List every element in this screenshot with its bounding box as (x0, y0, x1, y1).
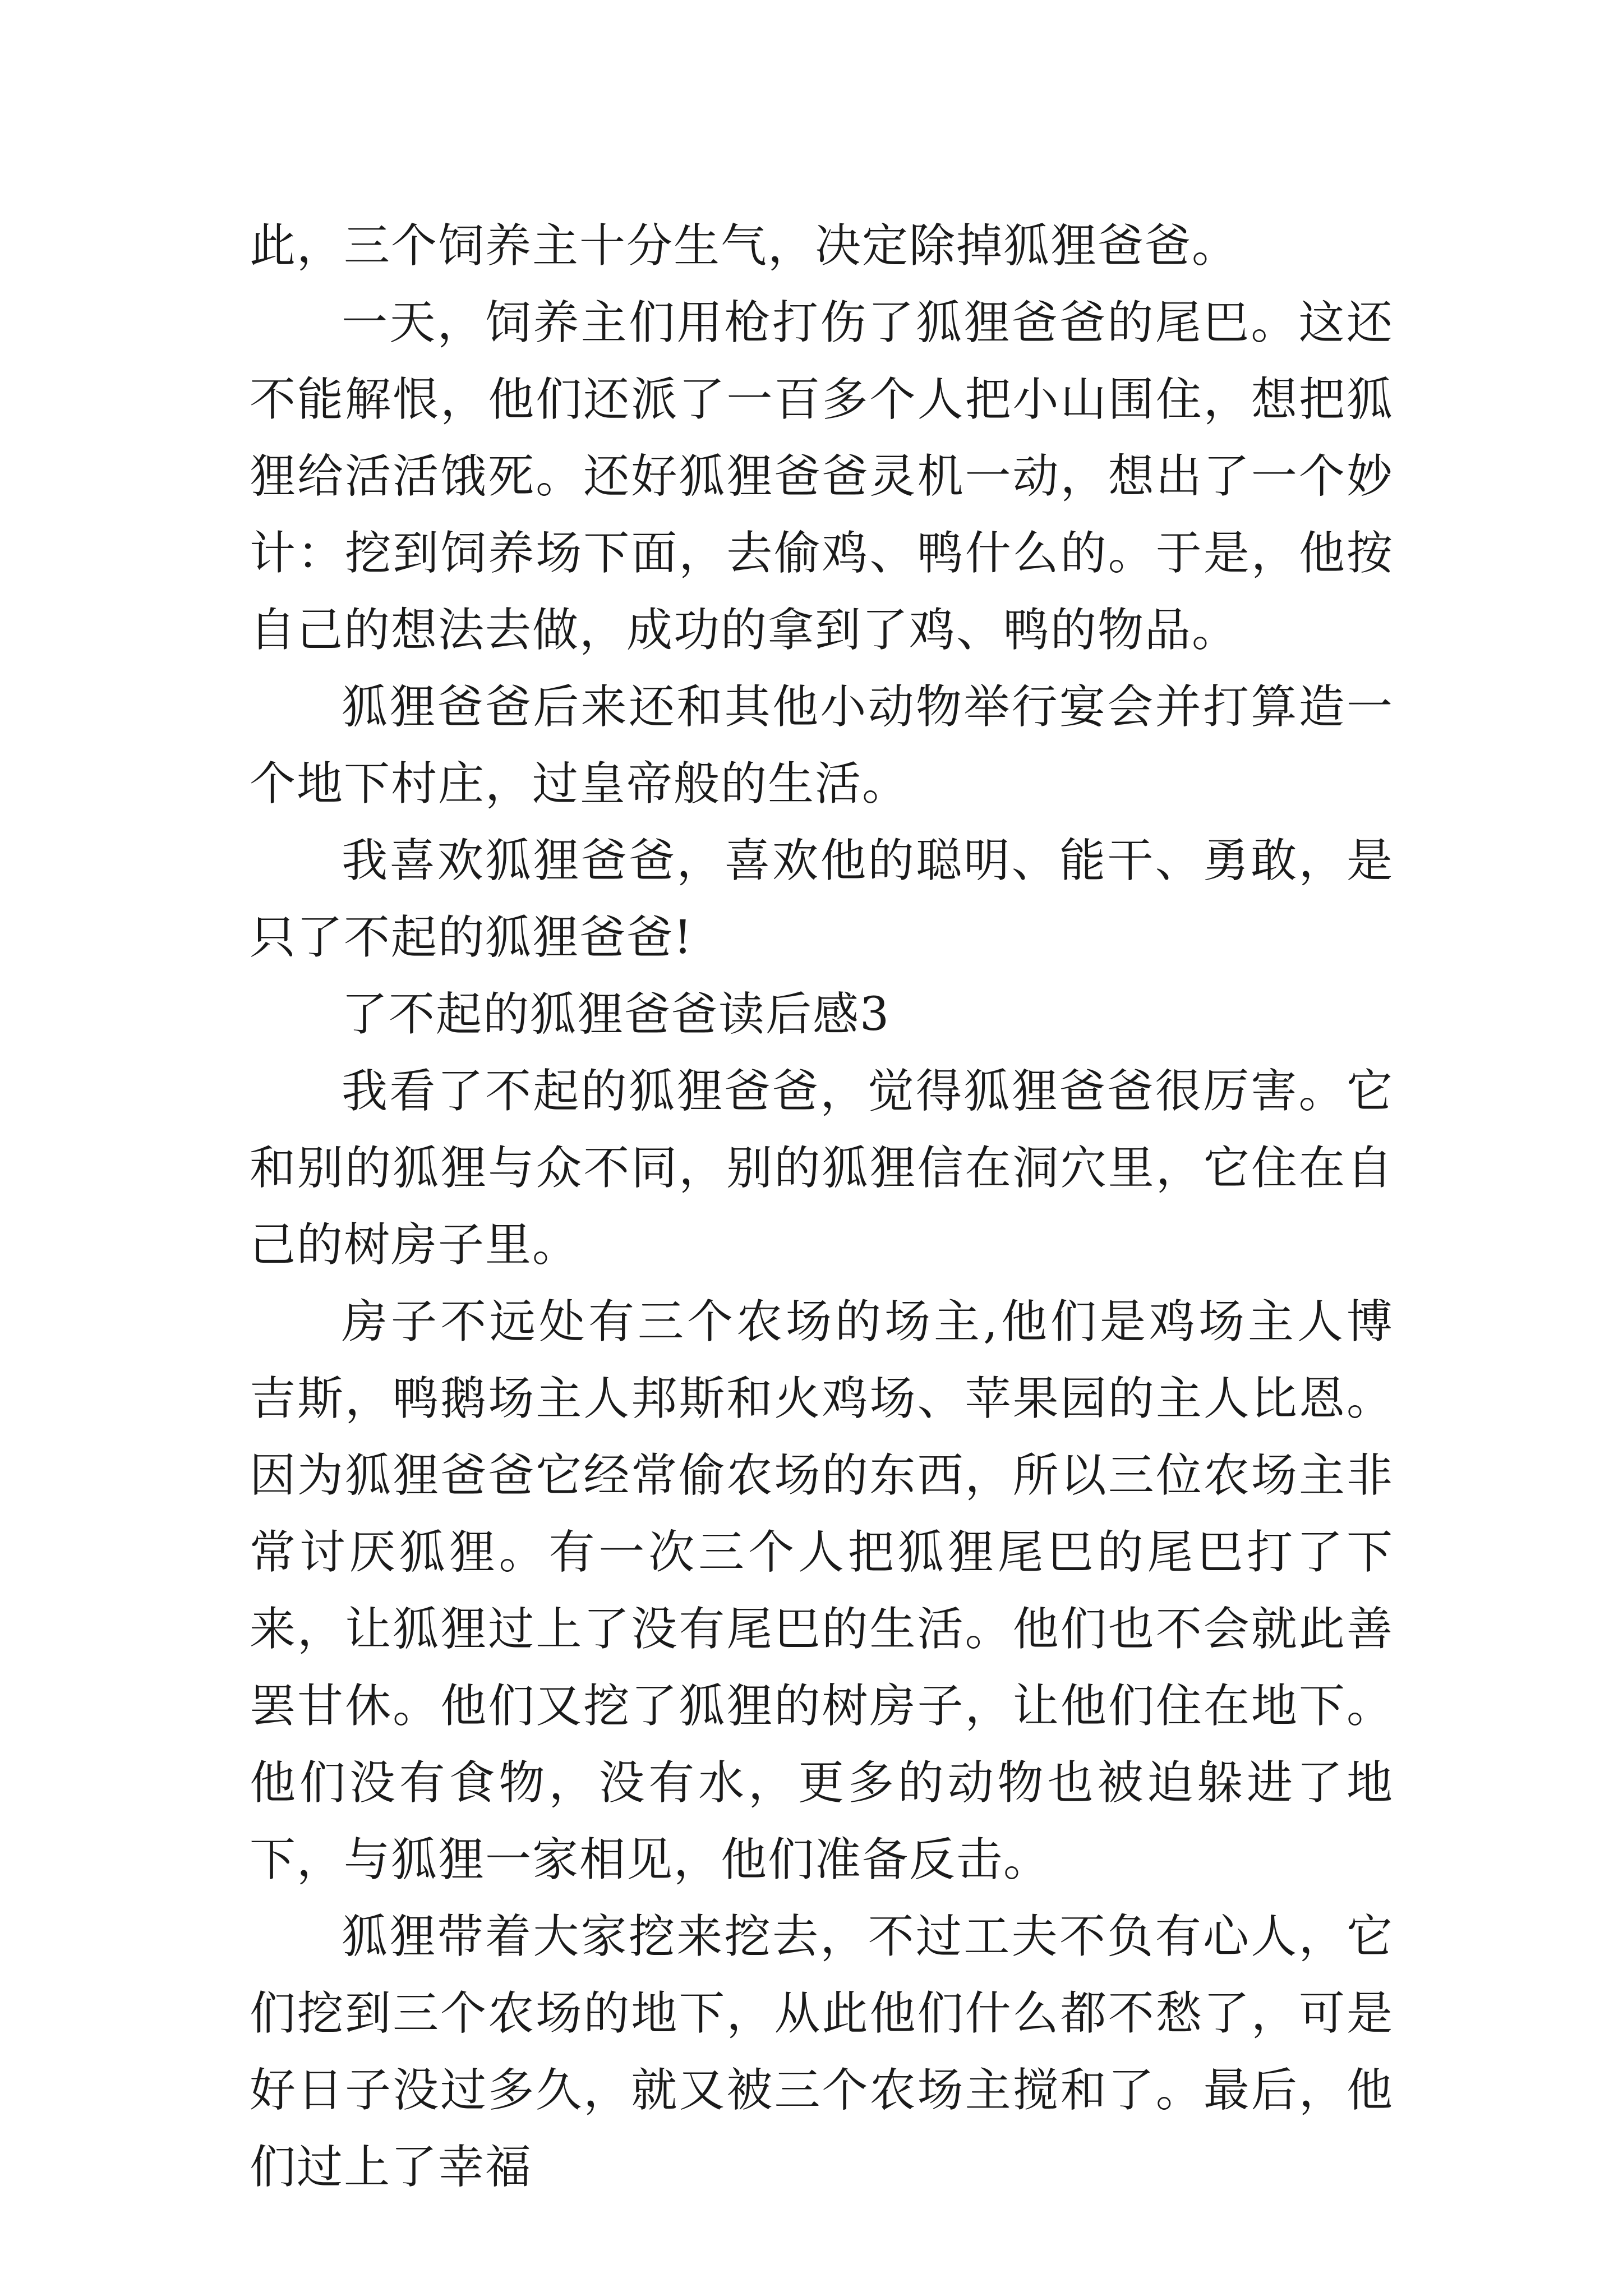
paragraph-continued: 此，三个饲养主十分生气，决定除掉狐狸爸爸。 (250, 219, 1239, 273)
section-heading: 了不起的狐狸爸爸读后感3 (342, 988, 891, 1041)
document-body (250, 208, 1394, 2206)
paragraph: 一天，饲养主们用枪打伤了狐狸爸爸的尾巴。这还不能解恨，他们还派了一百多个人把小山围住，想把狐狸给活活饿死。还好狐狸爸爸灵机一动，想出了一个妙计：挖到饲养场下面，去偷鸡、鸭什么的。于是，他按自己的想法去做，成功的拿到了鸡、鸭的物品。 (250, 296, 1394, 657)
paragraph: 狐狸带着大家挖来挖去，不过工夫不负有心人，它们挖到三个农场的地下，从此他们什么都不愁了，可是好日子没过多久，就又被三个农场主搅和了。最后，他们过上了幸福 (250, 1910, 1394, 2194)
paragraph: 我喜欢狐狸爸爸，喜欢他的聪明、能干、勇敢，是只了不起的狐狸爸爸! (250, 834, 1394, 964)
paragraph: 房子不远处有三个农场的场主,他们是鸡场主人博吉斯，鸭鹅场主人邦斯和火鸡场、苹果园的主人比恩。因为狐狸爸爸它经常偷农场的东西，所以三位农场主非常讨厌狐狸。有一次三个人把狐狸尾巴的尾巴打了下来，让狐狸过上了没有尾巴的生活。他们也不会就此善罢甘休。他们又挖了狐狸的树房子，让他们住在地下。他们没有食物，没有水，更多的动物也被迫躲进了地下，与狐狸一家相见，他们准备反击。 (250, 1295, 1394, 1887)
paragraph: 狐狸爸爸后来还和其他小动物举行宴会并打算造一个地下村庄，过皇帝般的生活。 (250, 680, 1394, 811)
paragraph: 我看了不起的狐狸爸爸，觉得狐狸爸爸很厉害。它和别的狐狸与众不同，别的狐狸信在洞穴里，它住在自己的树房子里。 (250, 1065, 1394, 1272)
